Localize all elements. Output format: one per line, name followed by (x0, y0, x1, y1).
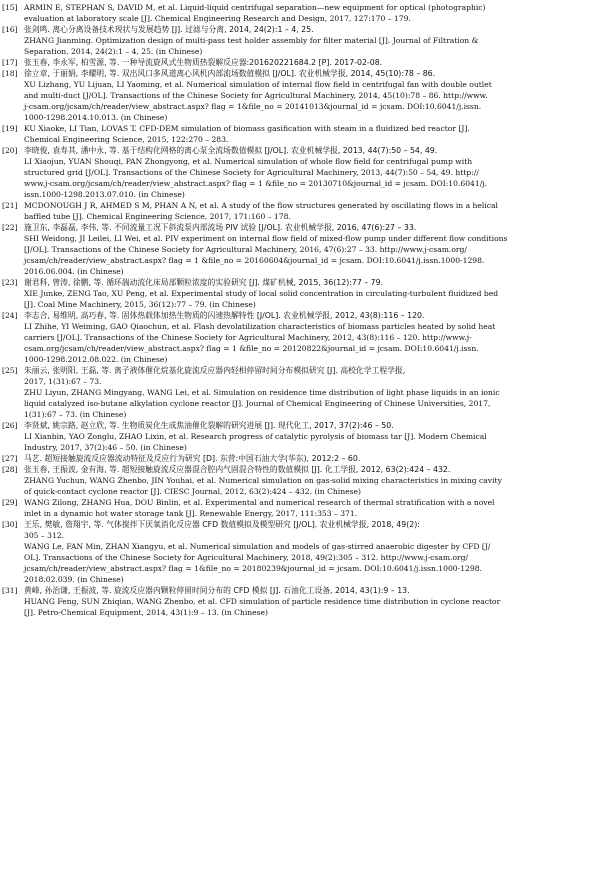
reference-text (24, 453, 594, 464)
reference-entry (2, 68, 594, 123)
reference-line: ZHANG Yuchun, WANG Zhenbo, JIN Youhai, et al. Numerical simulation on gas-solid mixing characteristics in mixing cavity (24, 476, 502, 485)
reference-line: Separation, 2014, 24(2):1 – 4, 25. (in Chinese) (24, 47, 203, 56)
reference-line: 黄峰, 孙治谦, 王振波, 等. 旋流反应器内颗粒停留时间分布的 CFD 模拟 [J]. 石油化工设备, 2014, 43(1):9 – 13. (24, 586, 410, 595)
reference-line: LI Xianbin, YAO Zonglu, ZHAO Lixin, et al. Research progress of catalytic pyrolysis of biomass tar [J]. Modern Chemical (24, 432, 487, 441)
reference-line: 2017, 1(31):67 – 73. (24, 377, 102, 386)
reference-entry (2, 453, 594, 464)
reference-entry (2, 464, 594, 497)
reference-text (24, 519, 594, 585)
reference-line: ARMIN E, STEPHAN S, DAVID M, et al. Liquid-liquid centrifugal separation—new equipment for optical (photographic) (24, 3, 486, 12)
reference-line: KU Xiaoke, LI Tian, LOVAS T. CFD-DEM simulation of biomass gasification with steam in a fluidized bed reactor [J]. (24, 124, 470, 133)
reference-text (24, 497, 594, 519)
reference-number: [23] (2, 278, 18, 287)
reference-line: Industry, 2017, 37(2):46 – 50. (in Chinese) (24, 443, 187, 452)
reference-line: of quick-contact cyclone reactor [J]. CIESC Journal, 2012, 63(2):424 – 432. (in Chinese) (24, 487, 361, 496)
reference-number: [24] (2, 311, 18, 320)
reference-line: 1000-1298.2014.10.013. (in Chinese) (24, 113, 168, 122)
reference-line: [J]. Coal Mine Machinery, 2015, 36(12):77 – 79. (in Chinese) (24, 300, 256, 309)
reference-line: 朱丽云, 张明阳, 王磊, 等. 离子液体催化烷基化旋流反应器内轻相停留时间分布模拟研究 [J]. 高校化学工程学报, (24, 366, 406, 375)
reference-line: XIE Junke, ZENG Tao, XU Peng, et al. Experimental study of local solid concentration in circulating-turbulent fluidized bed (24, 289, 499, 298)
reference-number: [20] (2, 146, 18, 155)
reference-line: issn.1000-1298.2013.07.010. (in Chinese) (24, 190, 185, 199)
reference-number: [19] (2, 124, 18, 133)
reference-text (24, 310, 594, 365)
reference-line: 1000-1298.2012.08.022. (in Chinese) (24, 355, 168, 364)
reference-line: SHI Weidong, JI Leilei, LI Wei, et al. PIV experiment on internal flow field of mixed-flow pump under different flow conditions (24, 234, 508, 243)
reference-line: HUANG Feng, SUN Zhiqian, WANG Zhenbo, et al. CFD simulation of particle residence time distribution in cyclone reactor (24, 597, 501, 606)
reference-line: XU Lizhang, YU Lijuan, LI Yaoming, et al. Numerical simulation of internal flow field in centrifugal fan with double outlet (24, 80, 492, 89)
reference-number: [21] (2, 201, 18, 210)
reference-text (24, 200, 594, 222)
reference-text (24, 222, 594, 277)
reference-number: [27] (2, 454, 18, 463)
reference-entry (2, 277, 594, 310)
reference-number: [31] (2, 586, 18, 595)
reference-entry (2, 310, 594, 365)
reference-text (24, 2, 594, 24)
reference-line: 李志合, 易维明, 高巧春, 等. 固体热载体加热生物质的闪速热解特性 [J/OL]. 农业机械学报, 2012, 43(8):116 – 120. (24, 311, 425, 320)
reference-line: [J/OL]. Transactions of the Chinese Society for Agricultural Machinery, 2016, 47(6):27 – 33. http://www.j-csam.org/ (24, 245, 467, 254)
reference-line: 徐立章, 于丽娟, 李耀明, 等. 双出风口多风道离心风机内部流场数值模拟 [J/OL]. 农业机械学报, 2014, 45(10):78 – 86. (24, 69, 436, 78)
reference-line: WANG Zilong, ZHANG Hua, DOU Binlin, et al. Experimental and numerical research of thermal stratification with a novel (24, 498, 495, 507)
reference-line: baffled tube [J]. Chemical Engineering Science, 2017, 171:160 – 178. (24, 212, 291, 221)
reference-number: [22] (2, 223, 18, 232)
reference-text (24, 145, 594, 200)
reference-line: LI Xiaojun, YUAN Shouqi, PAN Zhongyong, et al. Numerical simulation of whole flow field for centrifugal pump with (24, 157, 473, 166)
reference-text (24, 464, 594, 497)
reference-line: j-csam.org/jcsam/ch/reader/view_abstract.aspx? flag = 1&file_no = 20141013&journal_id = jcsam. DOI:10.6041/j.issn. (24, 102, 482, 111)
reference-line: www.j-csam.org/jcsam/ch/reader/view_abstract.aspx? flag = 1 &file_no = 20130710&journal_id = jcsam. DOI:10.6041/j. (24, 179, 488, 188)
reference-text (24, 57, 594, 68)
reference-line: 张玉春, 李永军, 柏雪源, 等. 一种导流旋风式生物质热裂解反应器:201620221684.2 [P]. 2017-02-08. (24, 58, 383, 67)
reference-line: 马艺. 超短接触旋流反应器流动特征及反应行为研究 [D]. 东营:中国石油大学(华东), 2012:2 – 60. (24, 454, 361, 463)
reference-entry (2, 24, 594, 57)
reference-line: [J]. Petro-Chemical Equipment, 2014, 43(1):9 – 13. (in Chinese) (24, 608, 269, 617)
reference-entry (2, 57, 594, 68)
reference-line: 1(31):67 – 73. (in Chinese) (24, 410, 127, 419)
reference-line: 张剑鸣. 离心分离设备技术现状与发展趋势 [J]. 过滤与分离, 2014, 24(2):1 – 4, 25. (24, 25, 314, 34)
reference-line: jcsam/ch/reader/view_abstract.aspx? flag = 1 &file_no = 20160604&journal_id = jcsam. DOI:10.6041/j.issn.1000-1298. (24, 256, 485, 265)
reference-line: ZHANG Jianming. Optimization design of multi-pass test holder assembly for filter material [J]. Journal of Filtration & (24, 36, 479, 45)
reference-number: [30] (2, 520, 18, 529)
reference-number: [16] (2, 25, 18, 34)
reference-text (24, 68, 594, 123)
reference-entry (2, 222, 594, 277)
reference-entry (2, 145, 594, 200)
reference-text (24, 277, 594, 310)
reference-entry (2, 365, 594, 420)
reference-line: OL]. Transactions of the Chinese Society for Agricultural Machinery, 2018, 49(2):305 – 312. http://www.j-csam.org/ (24, 553, 469, 562)
reference-entry (2, 123, 594, 145)
reference-line: inlet in a dynamic hot water storage tank [J]. Renewable Energy, 2017, 111:353 – 371. (24, 509, 358, 518)
reference-line: WANG Le, FAN Min, ZHAN Xiangyu, et al. Numerical simulation and models of gas-stirred anaerobic digester by CFD [J/ (24, 542, 491, 551)
reference-line: structured grid [J/OL]. Transactions of the Chinese Society for Agricultural Machinery, 2013, 44(7):50 – 54, 49. http:// (24, 168, 479, 177)
reference-line: 王乐, 樊敏, 詹翔宇, 等. 气体搅拌下厌氧消化反应器 CFD 数值模拟及模型研究 [J/OL]. 农业机械学报, 2018, 49(2): (24, 520, 420, 529)
reference-number: [17] (2, 58, 18, 67)
reference-line: 2016.06.004. (in Chinese) (24, 267, 124, 276)
reference-text (24, 365, 594, 420)
reference-line: MCDONOUGH J R, AHMED S M, PHAN A N, et al. A study of the flow structures generated by oscillating flows in a helical (24, 201, 498, 210)
reference-number: [26] (2, 421, 18, 430)
reference-line: ZHU Liyun, ZHANG Mingyang, WANG Lei, et al. Simulation on residence time distribution of light phase liquids in an ionic (24, 388, 500, 397)
reference-entry (2, 200, 594, 222)
reference-line: jcsam/ch/reader/view_abstract.aspx? flag = 1&file_no = 20180239&journal_id = jcsam. DOI:10.6041/j.issn.1000-1298. (24, 564, 482, 573)
reference-number: [15] (2, 3, 18, 12)
reference-line: 李晓俊, 袁寿其, 潘中永, 等. 基于结构化网格的离心泵全流场数值模拟 [J/OL]. 农业机械学报, 2013, 44(7):50 – 54, 49. (24, 146, 438, 155)
reference-line: liquid catalyzed iso-butane alkylation cyclone reactor [J]. Journal of Chemical Engineering of Chinese Universities, 2017, (24, 399, 491, 408)
reference-text (24, 420, 594, 453)
reference-number: [29] (2, 498, 18, 507)
reference-entry (2, 420, 594, 453)
reference-entry (2, 519, 594, 585)
reference-line: LI Zhihe, YI Weiming, GAO Qiaochun, et al. Flash devolatilization characteristics of biomass particles heated by solid heat (24, 322, 496, 331)
reference-number: [25] (2, 366, 18, 375)
reference-line: csam.org/jcsam/ch/reader/view_abstract.aspx? flag = 1 &file_no = 20120822&journal_id = jcsam. DOI:10.6041/j.issn. (24, 344, 479, 353)
reference-number: [28] (2, 465, 18, 474)
reference-number: [18] (2, 69, 18, 78)
reference-line: Chemical Engineering Science, 2015, 122:270 – 283. (24, 135, 229, 144)
reference-text (24, 24, 594, 57)
reference-line: 谢君科, 曾涛, 徐鹏, 等. 循环湍动流化床局部颗粒浓度的实验研究 [J]. 煤矿机械, 2015, 36(12):77 – 79. (24, 278, 384, 287)
reference-text (24, 123, 594, 145)
reference-entry (2, 497, 594, 519)
reference-entry (2, 2, 594, 24)
reference-line: carriers [J/OL]. Transactions of the Chinese Society for Agricultural Machinery, 2012, 43(8):116 – 120. http://www.j- (24, 333, 472, 342)
reference-text (24, 585, 594, 618)
reference-line: and multi-duct [J/OL]. Transactions of the Chinese Society for Agricultural Machinery, 2014, 45(10):78 – 86. http://www. (24, 91, 488, 100)
reference-line: 李贤斌, 姚宗路, 赵立欣, 等. 生物质炭化生成焦油催化裂解的研究进展 [J]. 现代化工, 2017, 37(2):46 – 50. (24, 421, 394, 430)
reference-line: 张玉春, 王振波, 金有海, 等. 超短接触旋流反应器混合腔内气固混合特性的数值模拟 [J]. 化工学报, 2012, 63(2):424 – 432. (24, 465, 451, 474)
reference-line: 305 – 312. (24, 531, 65, 540)
reference-line: 2018.02.039. (in Chinese) (24, 575, 124, 584)
reference-entry (2, 585, 594, 618)
reference-line: 施卫东, 李磊磊, 李伟, 等. 不同流量工况下斜流泵内部流场 PIV 试验 [J/OL]. 农业机械学报, 2016, 47(6):27 – 33. (24, 223, 417, 232)
reference-line: evaluation at laboratory scale [J]. Chemical Engineering Research and Design, 2017, 127:170 – 179. (24, 14, 411, 23)
